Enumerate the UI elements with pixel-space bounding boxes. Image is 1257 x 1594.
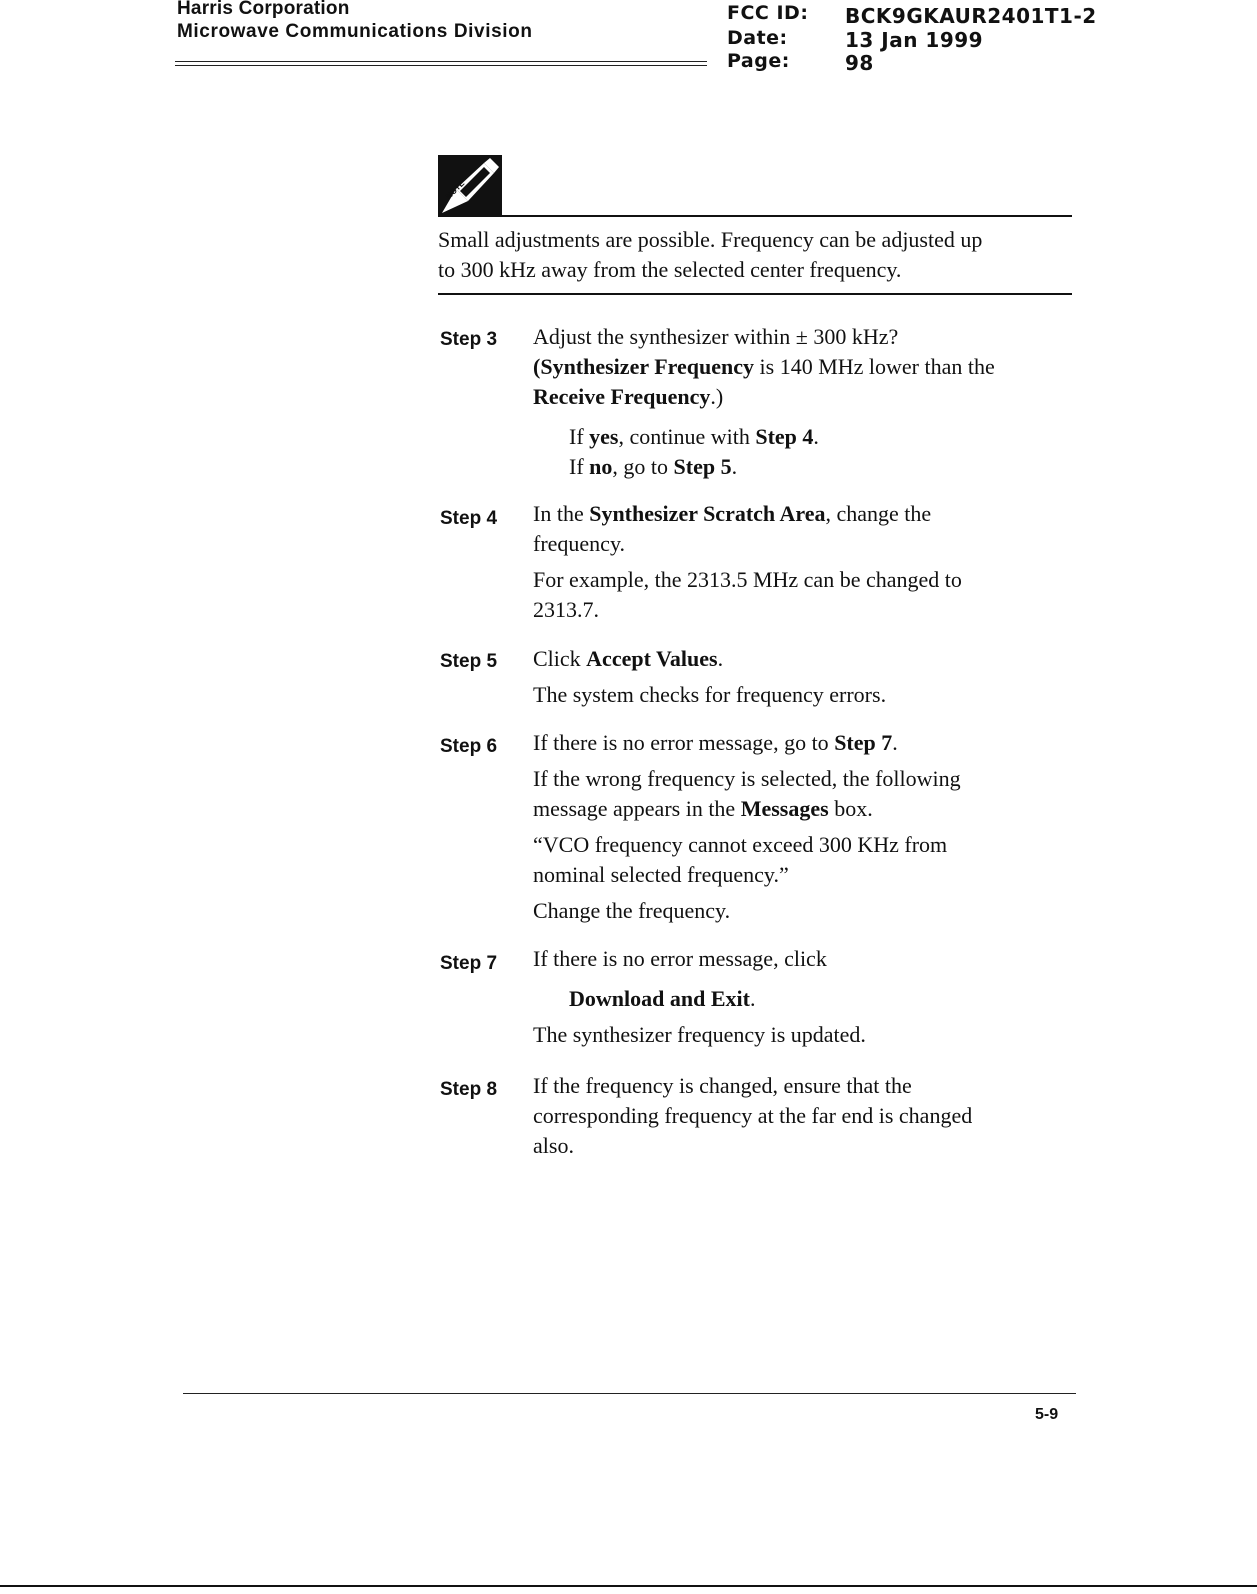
date-value: 13 Jan 1999 (845, 28, 984, 52)
step-3-yes: If yes, continue with Step 4. (569, 424, 819, 449)
note-rule-bottom (438, 293, 1072, 295)
note-line-1: Small adjustments are possible. Frequency can be adjusted up (438, 227, 983, 252)
date-label: Date: (727, 27, 788, 49)
step-5-line-1: Click Accept Values. (533, 646, 724, 671)
note-pencil-icon (438, 155, 502, 217)
step-3-line-2: (Synthesizer Frequency is 140 MHz lower than the (533, 354, 995, 379)
step-6-line-5: nominal selected frequency.” (533, 862, 789, 887)
page-label: Page: (727, 50, 790, 72)
step-3-no: If no, go to Step 5. (569, 454, 738, 479)
step-7-label: Step 7 (440, 953, 498, 974)
note-rule-top (438, 215, 1072, 217)
step-8-label: Step 8 (440, 1079, 498, 1100)
step-6-body (533, 728, 1093, 926)
header-rule-2 (175, 65, 707, 66)
step-8-line-1: If the frequency is changed, ensure that the (533, 1073, 912, 1098)
note-line-2: to 300 kHz away from the selected center frequency. (438, 257, 902, 282)
step-3-line-3: Receive Frequency.) (533, 384, 724, 409)
header-rule-1 (175, 61, 707, 62)
footer-rule (183, 1393, 1076, 1394)
step-4-line-4: 2313.7. (533, 597, 599, 622)
step-6-line-3: message appears in the Messages box. (533, 796, 873, 821)
step-3-label: Step 3 (440, 329, 498, 350)
step-3-line-1: Adjust the synthesizer within ± 300 kHz? (533, 324, 899, 349)
step-6-line-2: If the wrong frequency is selected, the following (533, 766, 961, 791)
fcc-id-label: FCC ID: (727, 2, 809, 24)
step-4-body (533, 499, 1093, 625)
company-name: Harris Corporation (177, 0, 350, 19)
step-4-line-3: For example, the 2313.5 MHz can be changed to (533, 567, 962, 592)
footer-page-number: 5-9 (1035, 1406, 1059, 1423)
step-7-body (533, 944, 1093, 1050)
note-text (438, 225, 1078, 285)
step-8-line-2: corresponding frequency at the far end is changed (533, 1103, 973, 1128)
step-4-label: Step 4 (440, 508, 498, 529)
division-name: Microwave Communications Division (177, 21, 533, 42)
step-8-line-3: also. (533, 1133, 574, 1158)
step-4-line-2: frequency. (533, 531, 626, 556)
fcc-id-value: BCK9GKAUR2401T1-2 (845, 4, 1097, 28)
note-icon-text: NOTE (444, 178, 467, 201)
step-6-line-6: Change the frequency. (533, 898, 731, 923)
step-6-label: Step 6 (440, 736, 498, 757)
step-7-line-2: Download and Exit. (569, 986, 756, 1011)
step-5-label: Step 5 (440, 651, 498, 672)
step-4-line-1: In the Synthesizer Scratch Area, change the (533, 501, 932, 526)
bottom-edge-rule (0, 1585, 1257, 1587)
step-6-line-1: If there is no error message, go to Step 7. (533, 730, 898, 755)
step-6-line-4: “VCO frequency cannot exceed 300 KHz from (533, 832, 948, 857)
step-7-line-1: If there is no error message, click (533, 946, 827, 971)
step-5-body (533, 644, 1093, 710)
step-8-body (533, 1071, 1093, 1161)
step-7-line-3: The synthesizer frequency is updated. (533, 1022, 866, 1047)
step-3-body (533, 322, 1093, 482)
page-value: 98 (845, 51, 874, 75)
step-5-line-2: The system checks for frequency errors. (533, 682, 887, 707)
